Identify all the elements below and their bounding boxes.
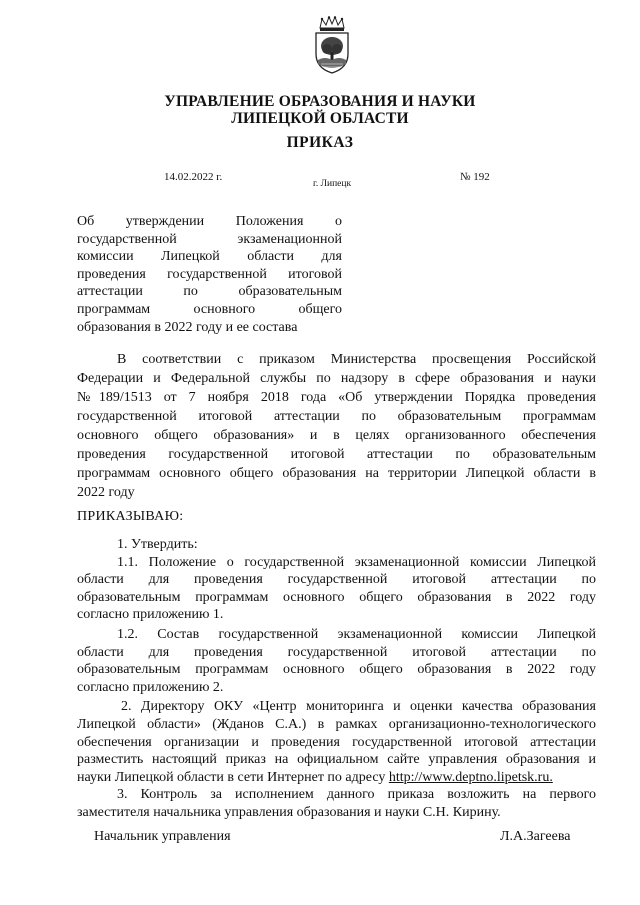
item-1-2-line: согласно приложению 2. — [77, 679, 224, 695]
subject-line: образования в 2022 году и ее состава — [77, 319, 298, 335]
item-2-line: 2. Директору ОКУ «Центр мониторинга и оценки качества образования — [121, 699, 596, 715]
order-keyword: ПРИКАЗЫВАЮ: — [77, 509, 184, 524]
subject-line: комиссии Липецкой области для — [77, 249, 342, 265]
preamble-line: основного общего образования» и в целях организованного обеспечения — [77, 428, 596, 443]
preamble-line: государственной итоговой аттестации по образовательным программам — [77, 409, 596, 424]
subject-line: аттестации по образовательным — [77, 284, 342, 300]
item-1-2-line: 1.2. Состав государственной экзаменационной комиссии Липецкой — [117, 626, 596, 642]
item-1-1-line: согласно приложению 1. — [77, 607, 224, 623]
item-1-2-line: области для проведения государственной итоговой аттестации по — [77, 644, 596, 660]
item-2-line: науки Липецкой области в сети Интернет по адресу — [77, 769, 386, 785]
preamble-line: 2022 году — [77, 485, 135, 500]
org-title-line-2: ЛИПЕЦКОЙ ОБЛАСТИ — [231, 110, 409, 127]
item-2-last-line — [77, 769, 596, 787]
item-2-line: обеспечения организации и проведения государственной итоговой аттестации — [77, 734, 596, 750]
item-1-2-line: образовательным программам основного общего образования в 2022 году — [77, 662, 596, 678]
subject-line: Об утверждении Положения о — [77, 214, 342, 229]
preamble-line: программам основного общего образования на территории Липецкой области в — [77, 466, 596, 481]
preamble-paragraph — [77, 350, 596, 502]
signature-title: Начальник управления — [94, 829, 231, 844]
preamble-line: В соответствии с приказом Министерства просвещения Российской — [117, 352, 596, 367]
order-number: № 192 — [460, 171, 490, 183]
preamble-line: проведения государственной итоговой аттестации по образовательным — [77, 447, 596, 462]
subject-line: проведения государственной итоговой — [77, 266, 342, 282]
preamble-line: №189/1513 от 7 ноября 2018 года «Об утверждении Порядка проведения — [77, 390, 596, 405]
website-link[interactable]: http://www.deptno.lipetsk.ru. — [388, 769, 553, 785]
organization-title — [0, 93, 640, 127]
order-subject — [77, 213, 342, 336]
item-2-line: Липецкой области» (Жданов С.А.) в рамках организационно-технологического — [77, 716, 596, 732]
org-title-line-1: УПРАВЛЕНИЕ ОБРАЗОВАНИЯ И НАУКИ — [164, 93, 476, 110]
subject-line: государственной экзаменационной — [77, 231, 342, 247]
item-3-line: 3. Контроль за исполнением данного приказа возложить на первого — [117, 787, 596, 803]
item-1-1-line: образовательным программам основного общего образования в 2022 году — [77, 589, 596, 605]
item-1: 1. Утвердить: — [117, 537, 198, 552]
order-city: г. Липецк — [313, 179, 352, 189]
coat-of-arms-icon — [312, 16, 352, 74]
item-1-1-line: области для проведения государственной итоговой аттестации по — [77, 572, 596, 588]
signature-name: Л.А.Загеева — [500, 829, 571, 844]
item-2-line: разместить настоящий приказ на официальном сайте управления образования и — [77, 752, 596, 768]
document-type: ПРИКАЗ — [286, 134, 354, 151]
item-3-line: заместителя начальника управления образования и науки С.Н. Кирину. — [77, 804, 501, 820]
item-1-1-line: 1.1. Положение о государственной экзаменационной комиссии Липецкой — [117, 554, 596, 570]
order-date: 14.02.2022 г. — [164, 171, 223, 183]
order-items — [77, 536, 596, 822]
subject-line: программам основного общего — [77, 301, 342, 317]
preamble-line: Федерации и Федеральной службы по надзору в сфере образования и науки — [77, 371, 596, 386]
